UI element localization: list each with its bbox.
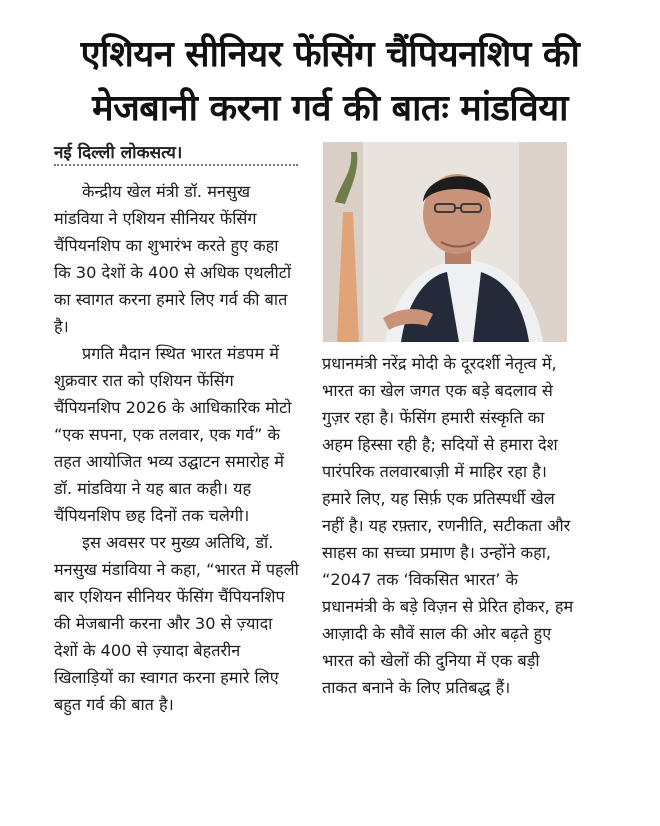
headline (14, 28, 646, 136)
portrait-photo (323, 142, 567, 342)
headline-line-2: मेजबानी करना गर्व की बातः मांडविया (92, 88, 568, 129)
dateline: नई दिल्ली लोकसत्य। (54, 143, 183, 163)
paragraph-3: इस अवसर पर मुख्य अतिथि, डॉ. मनसुख मंडाविया ने कहा, “भारत में पहली बार एशियन सीनियर फेंसिंग चैंपियनशिप की मेजबानी करना और 30 से ज़्यादा देशों के 400 से ज़्यादा बेहतरीन खिलाड़ियों का स्वागत करना हमारे लिए बहुत गर्व की बात है। (54, 533, 299, 714)
portrait-photo-icon (323, 142, 567, 342)
article-right-column (322, 350, 576, 701)
paragraph-1: केन्द्रीय खेल मंत्री डॉ. मनसुख मांडविया ने एशियन सीनियर फेंसिंग चैंपियनशिप का शुभारंभ करते हुए कहा कि 30 देशों के 400 से अधिक एथलीटों का स्वागत करना हमारे लिए गर्व की बात है। (54, 182, 292, 336)
paragraph-2: प्रगति मैदान स्थित भारत मंडपम में शुक्रवार रात को एशियन फेंसिंग चैंपियनशिप 2026 के आधिकारिक मोटो “एक सपना, एक तलवार, एक गर्व” के तहत आयोजित भव्य उद्घाटन समारोह में डॉ. मांडविया ने यह बात कही। यह चैंपियनशिप छह दिनों तक चलेगी। (54, 344, 292, 525)
dateline-divider (54, 164, 298, 166)
article-left-column (54, 178, 300, 718)
headline-line-1: एशियन सीनियर फेंसिंग चैंपियनशिप की (80, 34, 580, 75)
paragraph-4: प्रधानमंत्री नरेंद्र मोदी के दूरदर्शी नेतृत्व में, भारत का खेल जगत एक बड़े बदलाव से गुज़र रहा है। फेंसिंग हमारी संस्कृति का अहम हिस्सा रही है; सदियों से हमारा देश पारंपरिक तलवारबाज़ी में माहिर रहा है। हमारे लिए, यह सिर्फ़ एक प्रतिस्पर्धी खेल नहीं है। यह रफ़्तार, रणनीति, सटीकता और साहस का सच्चा प्रमाण है। उन्होंने कहा, “2047 तक ‘विकसित भारत’ के प्रधानमंत्री के बड़े विज़न से प्रेरित होकर, हम आज़ादी के सौवें साल की ओर बढ़ते हुए भारत को खेलों की दुनिया में एक बड़ी ताकत बनाने के लिए प्रतिबद्ध हैं। (322, 354, 574, 697)
